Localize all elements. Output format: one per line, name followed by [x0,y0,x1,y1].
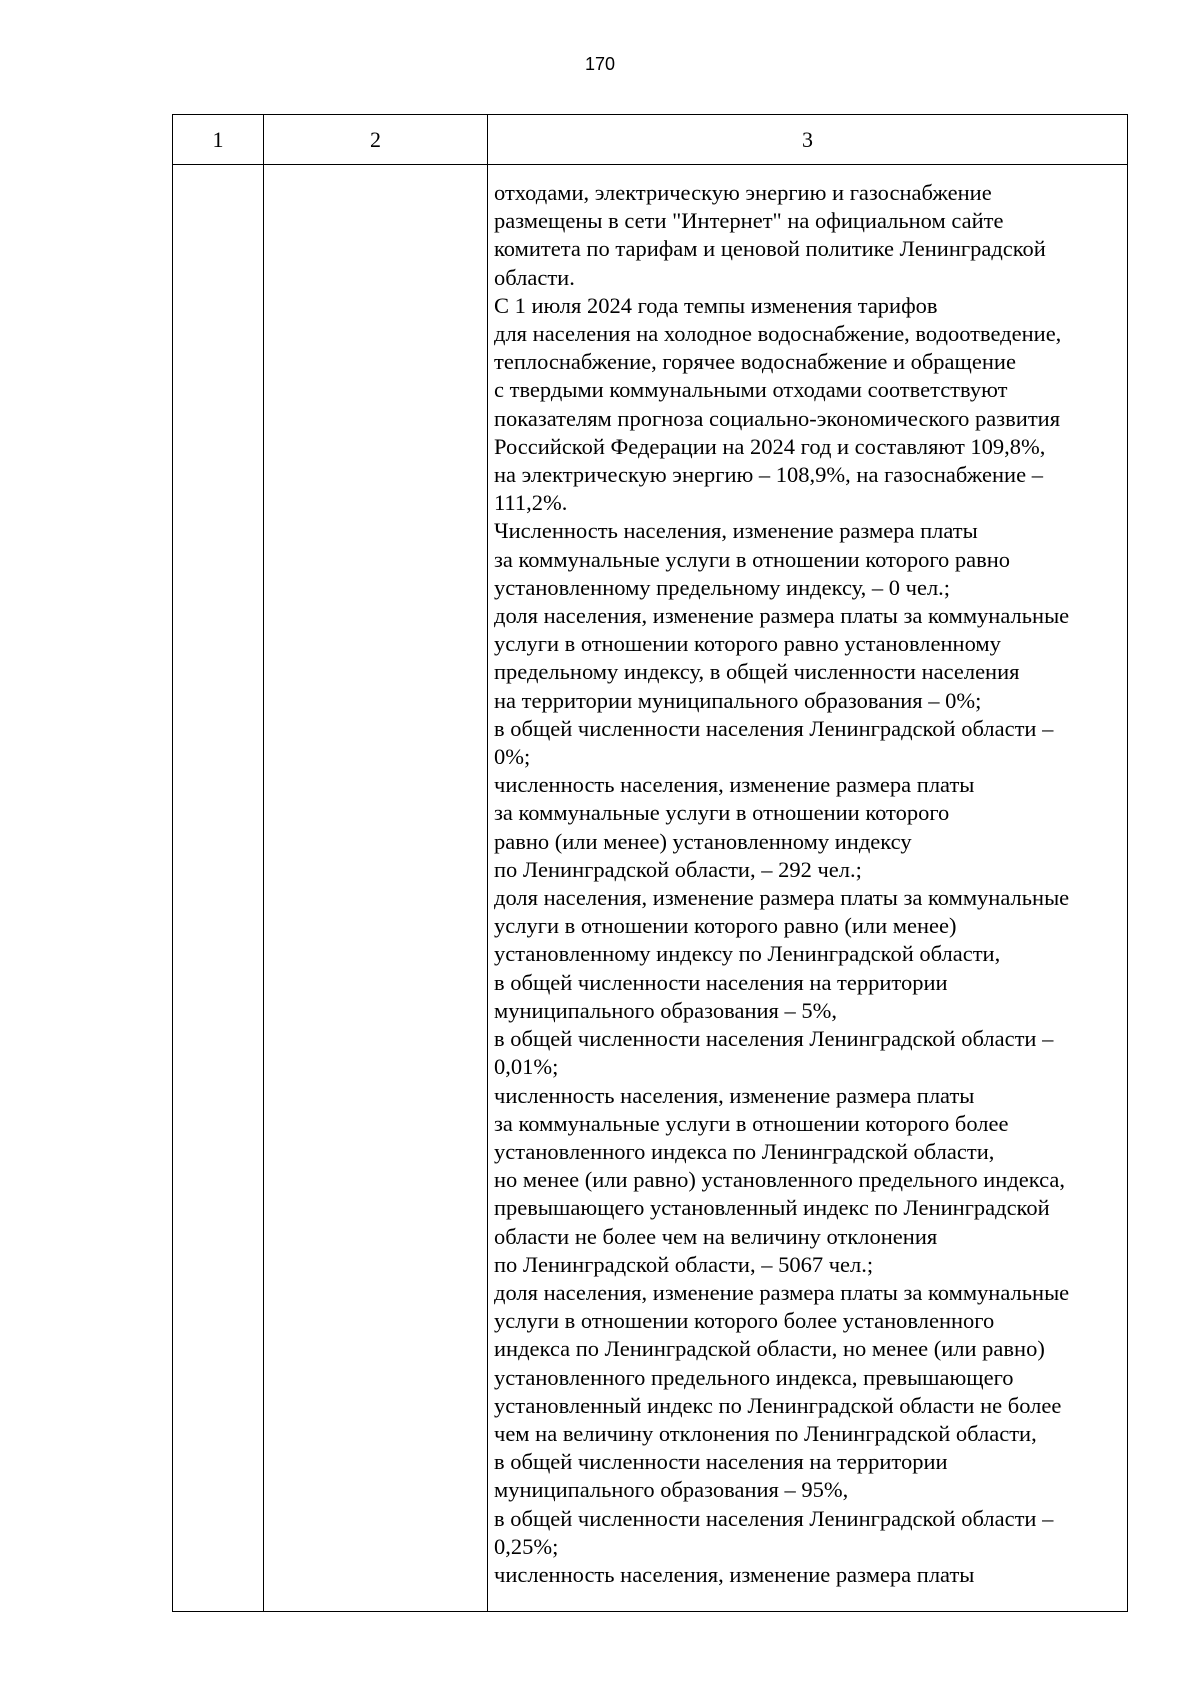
header-cell-3: 3 [488,115,1128,165]
document-table [172,114,1128,1612]
text-line: 0%; [494,744,531,770]
text-line: С 1 июля 2024 года темпы изменения тарифов [494,292,938,318]
text-line: чем на величину отклонения по Ленинградской области, [494,1420,1037,1446]
text-line: по Ленинградской области, – 5067 чел.; [494,1251,874,1277]
text-line: услуги в отношении которого более установленного [494,1308,995,1334]
text-line: установленному предельному индексу, – 0 чел.; [494,574,951,600]
content-text [488,179,1127,1589]
text-line: превышающего установленный индекс по Ленинградской [494,1195,1050,1221]
text-line: установленного предельного индекса, превышающего [494,1364,1014,1390]
text-line: равно (или менее) установленному индексу [494,828,912,854]
text-line: в общей численности населения на территории [494,1449,948,1475]
text-line: с твердыми коммунальными отходами соответствуют [494,377,1008,403]
text-line: по Ленинградской области, – 292 чел.; [494,856,862,882]
text-line: на территории муниципального образования – 0%; [494,687,982,713]
text-line: муниципального образования – 95%, [494,1477,849,1503]
text-line: предельному индексу, в общей численности населения [494,659,1020,685]
text-line: показателям прогноза социально-экономического развития [494,405,1061,431]
text-line: 0,25%; [494,1533,559,1559]
body-cell-2 [264,165,488,1612]
text-line: доля населения, изменение размера платы за коммунальные [494,1279,1070,1305]
text-line: индекса по Ленинградской области, но менее (или равно) [494,1336,1045,1362]
header-cell-2: 2 [264,115,488,165]
page-number: 170 [584,54,616,74]
text-line: установленному индексу по Ленинградской области, [494,941,1001,967]
text-line: доля населения, изменение размера платы за коммунальные [494,885,1070,911]
text-line: доля населения, изменение размера платы за коммунальные [494,603,1070,629]
text-line: Численность населения, изменение размера платы [494,518,978,544]
text-line: 111,2%. [494,490,568,516]
text-line: услуги в отношении которого равно (или менее) [494,913,957,939]
header-cell-1: 1 [173,115,264,165]
text-line: 0,01%; [494,1054,559,1080]
text-line: численность населения, изменение размера платы [494,1561,975,1587]
table-body-row [173,165,1128,1612]
text-line: за коммунальные услуги в отношении которого [494,800,950,826]
text-line: для населения на холодное водоснабжение, водоотведение, [494,321,1062,347]
text-line: за коммунальные услуги в отношении которого более [494,1110,1009,1136]
text-line: муниципального образования – 5%, [494,997,838,1023]
table-header-row [173,115,1128,165]
text-line: теплоснабжение, горячее водоснабжение и обращение [494,349,1016,375]
text-line: в общей численности населения Ленинградской области – [494,1505,1054,1531]
text-line: численность населения, изменение размера платы [494,772,975,798]
text-line: услуги в отношении которого равно установленному [494,631,1001,657]
text-line: установленного индекса по Ленинградской области, [494,1138,995,1164]
text-line: комитета по тарифам и ценовой политике Ленинградской [494,236,1046,262]
text-line: в общей численности населения Ленинградской области – [494,715,1054,741]
body-cell-3 [488,165,1128,1612]
text-line: размещены в сети "Интернет" на официальном сайте [494,208,1004,234]
text-line: области. [494,264,575,290]
text-line: на электрическую энергию – 108,9%, на газоснабжение – [494,462,1043,488]
text-line: установленный индекс по Ленинградской области не более [494,1392,1062,1418]
body-cell-1 [173,165,264,1612]
text-line: области не более чем на величину отклонения [494,1223,938,1249]
text-line: за коммунальные услуги в отношении которого равно [494,546,1011,572]
text-line: в общей численности населения Ленинградской области – [494,1026,1054,1052]
text-line: численность населения, изменение размера платы [494,1082,975,1108]
text-line: но менее (или равно) установленного предельного индекса, [494,1167,1066,1193]
text-line: Российской Федерации на 2024 год и составляют 109,8%, [494,433,1046,459]
text-line: отходами, электрическую энергию и газоснабжение [494,180,992,205]
text-line: в общей численности населения на территории [494,969,948,995]
